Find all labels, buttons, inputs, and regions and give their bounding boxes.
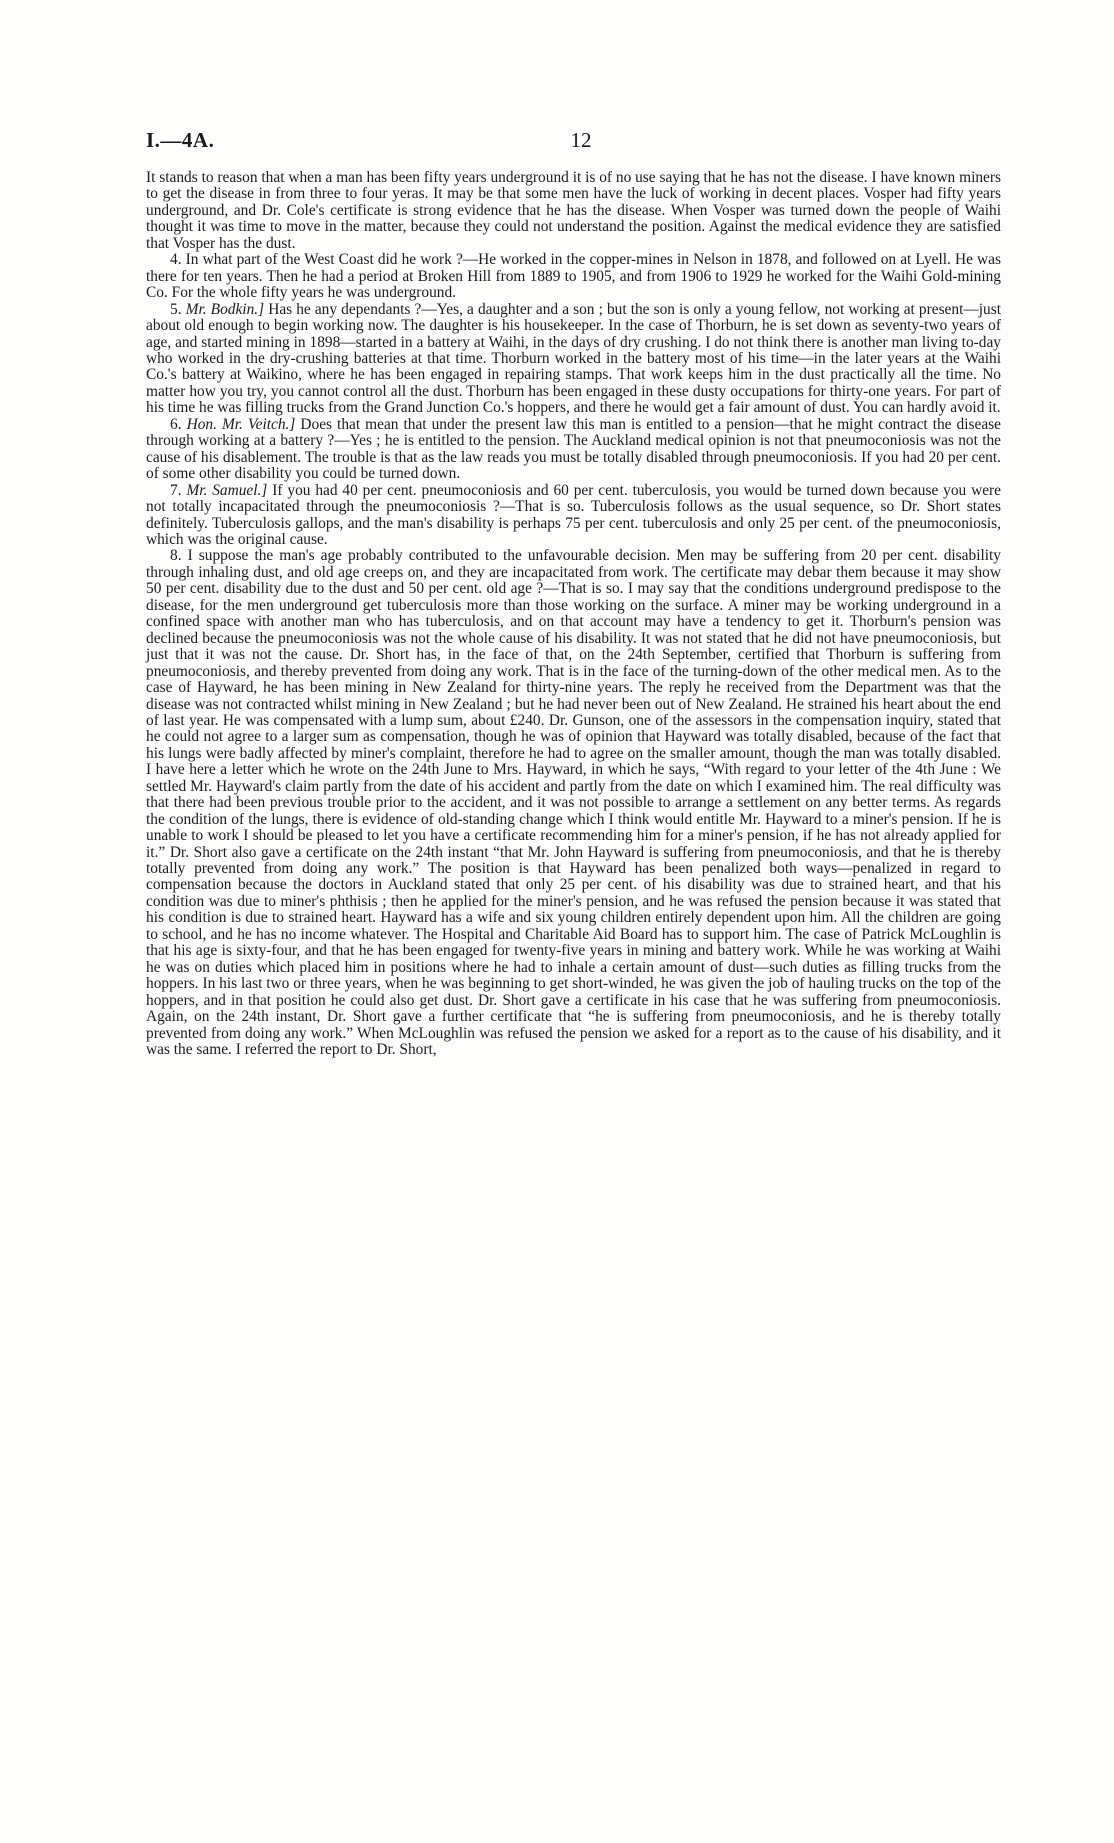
paragraph-text: In what part of the West Coast did he work ?—He worked in the copper-mines in Nelson in 1878, and followed on at Lyell. He was there for ten years. Then he had a period at Broken Hill from 1889 to 1905, and from 1906 to 1929 he worked for the Waihi Gold-mining Co. For the whole fifty years he was underground. bbox=[146, 251, 1001, 302]
paragraph bbox=[146, 483, 1001, 549]
question-number: 4. bbox=[170, 251, 182, 269]
paragraph bbox=[146, 417, 1001, 483]
paragraph bbox=[146, 252, 1001, 301]
paragraph-text: If you had 40 per cent. pneumoconiosis and 60 per cent. tuberculosis, you would be turned down because you were not totally incapacitated through the pneumoconiosis ?—That is so. Tuberculosis follows as the usual sequence, so Dr. Short states definitely. Tuberculosis gallops, and the man's disability is perhaps 75 per cent. tuberculosis and only 25 per cent. of the pneumoconiosis, which was the original cause. bbox=[146, 481, 1001, 548]
question-number: 8. bbox=[170, 547, 182, 565]
paragraph-text: I suppose the man's age probably contributed to the unfavourable decision. Men may be suffering from 20 per cent. disability through inhaling dust, and old age creeps on, and they are incapacitated from work. The certificate may debar them because it may show 50 per cent. disability due to the dust and 50 per cent. old age ?—That is so. I may say that the conditions underground predispose to the disease, for the men underground get tuberculosis more than those working on the surface. A miner may be working underground in a confined space with another man who has tuberculosis, and on that account may have a tendency to get it. Thorburn's pension was declined because the pneumoconiosis was not the whole cause of his disability. It was not stated that he did not have pneumoconiosis, but just that it was not the cause. Dr. Short has, in the face of that, on the 24th September, certified that Thorburn is suffering from pneumoconiosis, and thereby prevented from doing any work. That is in the face of the turning-down of the other medical men. As to the case of Hayward, he has been mining in New Zealand for thirty-nine years. The reply he received from the Department was that the disease was not contracted whilst mining in New Zealand ; but he had never been out of New Zealand. He strained his heart about the end of last year. He was compensated with a lump sum, about £240. Dr. Gunson, one of the assessors in the compensation inquiry, stated that he could not agree to a larger sum as compensation, though he was of opinion that Hayward was totally disabled, because of the fact that his lungs were badly affected by miner's complaint, therefore he had to agree on the smaller amount, though the man was totally disabled. I have here a letter which he wrote on the 24th June to Mrs. Hayward, in which he says, “With regard to your letter of the 4th June : We settled Mr. Hayward's claim partly from the date of his accident and partly from the date on which I examined him. The real difficulty was that there had been previous trouble prior to the accident, and it was not possible to arrange a settlement on any better terms. As regards the condition of the lungs, there is evidence of old-standing change which I think would entitle Mr. Hayward to a miner's pension. If he is unable to work I should be pleased to let you have a certificate recommending him for a miner's pension, if he has not already applied for it.” Dr. Short also gave a certificate on the 24th instant “that Mr. John Hayward is suffering from pneumoconiosis, and that he is thereby totally prevented from doing any work.” The position is that Hayward has been penalized both ways—penalized in regard to compensation because the doctors in Auckland stated that only 25 per cent. of his disability was due to strained heart, and that his condition was due to miner's phthisis ; then he applied for the miner's pension, and he was refused the pension because it was stated that his condition is due to strained heart. Hayward has a wife and six young children entirely dependent upon him. All the children are going to school, and he has no income whatever. The Hospital and Charitable Aid Board has to support him. The case of Patrick McLoughlin is that his age is sixty-four, and that he has been engaged for twenty-five years in mining and battery work. While he was working at Waihi he was on duties which placed him in positions where he had to inhale a certain amount of dust—such duties as filling trucks from the hoppers. In his last two or three years, when he was beginning to get short-winded, he was given the job of hauling trucks on the top of the hoppers, and in that position he could also get dust. Dr. Short gave a certificate in his case that he was suffering from pneumoconiosis. Again, on the 24th instant, Dr. Short gave a further certificate that “he is suffering from pneumoconiosis, and he is thereby totally prevented from doing any work.” When McLoughlin was refused the pension we asked for a report as to the cause of his disability, and it was the same. I referred the report to Dr. Short, bbox=[146, 547, 1001, 1059]
document-body bbox=[146, 170, 1001, 1058]
page-header bbox=[146, 128, 1001, 158]
page-number: 12 bbox=[570, 128, 592, 152]
paper-series-code: I.—4A. bbox=[146, 128, 215, 152]
speaker-name: Mr. Bodkin.] bbox=[185, 300, 265, 318]
paragraph-text: It stands to reason that when a man has been fifty years underground it is of no use saying that he has not the disease. I have known miners to get the disease in from three to four yeras. It may be that some men have the luck of working in decent places. Vosper had fifty years underground, and Dr. Cole's certificate is strong evidence that he has the disease. When Vosper was turned down the people of Waihi thought it was time to move in the matter, because they could not understand the position. Against the medical evidence they are satisfied that Vosper has the dust. bbox=[146, 169, 1001, 252]
paragraph-text: Has he any dependants ?—Yes, a daughter and a son ; but the son is only a young fellow, not working at present—just about old enough to begin working now. The daughter is his housekeeper. In the case of Thorburn, he is set down as seventy-two years of age, and started mining in 1898—started in a battery at Waihi, in the days of dry crushing. I do not think there is another man living to-day who worked in the dry-crushing batteries at that time. Thorburn worked in the battery most of his time—in the later years at the Waihi Co.'s battery at Waikino, where he has been engaged in repairing stamps. That work keeps him in the dust practically all the time. No matter how you try, you cannot control all the dust. Thorburn has been engaged in these dusty occupations for thirty-one years. For part of his time he was filling trucks from the Grand Junction Co.'s hoppers, and there he would get a fair amount of dust. You can hardly avoid it. bbox=[146, 300, 1001, 417]
question-number: 6. bbox=[170, 415, 182, 433]
paragraph bbox=[146, 302, 1001, 417]
paragraph-text: Does that mean that under the present law this man is entitled to a pension—that he might contract the disease through working at a battery ?—Yes ; he is entitled to the pension. The Auckland medical opinion is not that pneumoconiosis was not the cause of his disablement. The trouble is that as the law reads you must be totally disabled through pneumoconiosis. If you had 20 per cent. of some other disability you could be turned down. bbox=[146, 415, 1001, 483]
paragraph bbox=[146, 548, 1001, 1058]
paragraph bbox=[146, 170, 1001, 252]
question-number: 5. bbox=[170, 300, 182, 318]
speaker-name: Hon. Mr. Veitch.] bbox=[186, 415, 296, 433]
question-number: 7. bbox=[170, 481, 182, 499]
speaker-name: Mr. Samuel.] bbox=[186, 481, 268, 499]
